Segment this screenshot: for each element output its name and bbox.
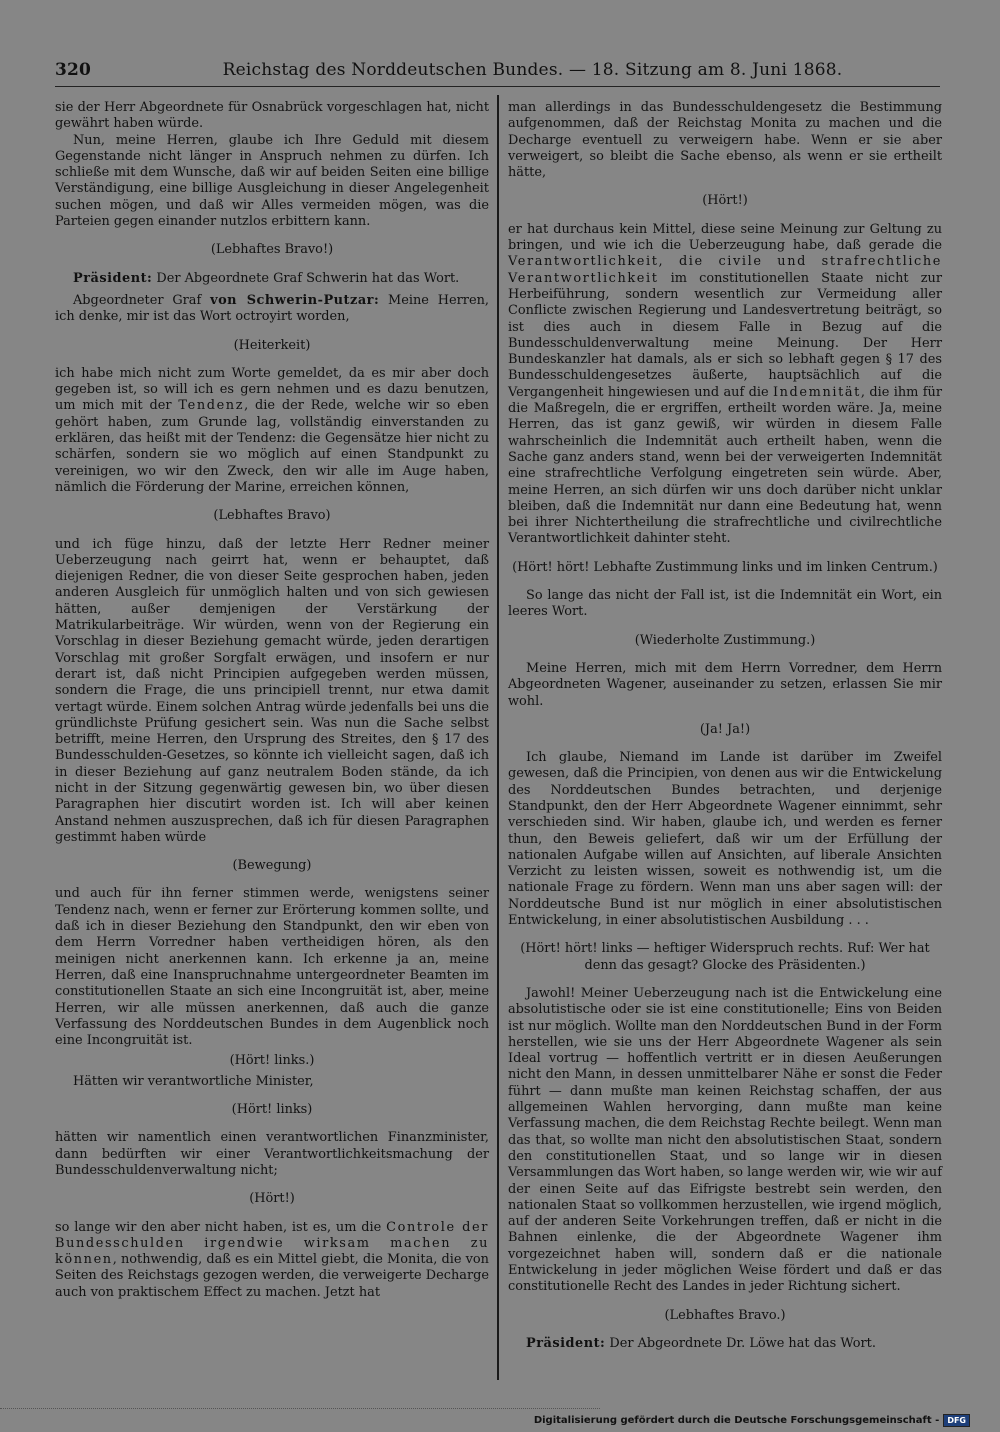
interjection: (Hört!) [702, 193, 748, 209]
paragraph: man allerdings in das Bundesschuldengesetz die Bestimmung aufgenommen, daß der Reichstag Monita zu machen und die Decharge eventuell zu verweigern habe. Wenn er sie aber verweigert, so bleibt die Sache ebenso, als wenn er sie ertheilt hätte, [508, 100, 942, 181]
paragraph: sie der Herr Abgeordnete für Osnabrück vorgeschlagen hat, nicht gewährt haben würde. [55, 100, 489, 132]
left-column [55, 100, 489, 1301]
speaker-paragraph [508, 1336, 942, 1352]
speaker-name: von Schwerin-Putzar: [210, 292, 380, 308]
text-run: , nothwendig, daß es ein Mittel giebt, die Monita, die von Seiten des Reichstags gezogen werden, die verweigerte Decharge auch von praktischem Effect zu machen. Jetzt hat [55, 1252, 489, 1300]
speaker-paragraph [55, 293, 489, 326]
page-number: 320 [55, 60, 92, 80]
interjection: (Bewegung) [232, 858, 312, 874]
paragraph [508, 222, 942, 548]
header-rule [55, 86, 940, 87]
interjection: (Hört!) [249, 1191, 295, 1207]
right-column [508, 100, 942, 1352]
speaker-name: Präsident: [73, 270, 153, 286]
paragraph [55, 1220, 489, 1301]
paragraph [55, 366, 489, 496]
paragraph: So lange das nicht der Fall ist, ist die Indemnität ein Wort, ein leeres Wort. [508, 588, 942, 620]
paragraph: Ich glaube, Niemand im Lande ist darüber im Zweifel gewesen, daß die Principien, von denen aus wir die Entwickelung des Norddeutschen Bundes betrachten, und derjenige Standpunkt, den der Herr Abgeordnete Wagener einnimmt, sehr verschieden sind. Wir haben, glaube ich, und werden es ferner thun, den Beweis geliefert, daß wir um der Erfüllung der nationalen Aufgabe willen auf Ansichten, auf liberale Ansichten Verzicht zu leisten wissen, soweit es nothwendig ist, um die nationale Frage zu fördern. Wenn man uns aber sagen will: der Norddeutsche Bund ist nur möglich in einer absolutistischen Entwickelung, in einer absolutistischen Ausbildung . . . [508, 750, 942, 929]
speaker-title: Abgeordneter Graf [73, 292, 211, 308]
page-header [55, 60, 940, 86]
paragraph: Nun, meine Herren, glaube ich Ihre Geduld mit diesem Gegenstande nicht länger in Anspruch nehmen zu dürfen. Ich schließe mit dem Wunsche, daß wir auf beiden Seiten eine billige Verständigung, eine billige Ausgleichung in dieser Angelegenheit suchen mögen, und daß wir Alles vermeiden mögen, was die Parteien gegen einander nutzlos erbittern kann. [55, 132, 489, 230]
running-title: Reichstag des Norddeutschen Bundes. — 18. Sitzung am 8. Juni 1868. [222, 60, 843, 80]
interjection: (Hört! hört! Lebhafte Zustimmung links und im linken Centrum.) [512, 559, 938, 575]
interjection: (Lebhaftes Bravo!) [210, 242, 334, 258]
paragraph: und auch für ihn ferner stimmen werde, wenigstens seiner Tendenz nach, wenn er ferner zur Erörterung kommen sollte, und daß ich in dieser Beziehung den Standpunkt, den wir eben von dem Herrn Vorredner haben vertheidigen hören, als den meinigen nicht anerkennen kann. Ich erkenne ja an, meine Herren, daß eine Inanspruchnahme untergeordneter Beamten im constitutionellen Staate an sich eine Incongruität ist, aber, meine Herren, wir alle müssen anerkennen, daß auch die ganze Verfassung des Norddeutschen Bundes in dem Augenblick noch eine Incongruität ist. [55, 886, 489, 1049]
emphasized-text: Tendenz [178, 398, 245, 414]
column-divider [497, 95, 499, 1380]
paragraph: hätten wir namentlich einen verantwortlichen Finanzminister, dann bedürften wir einer Verantwortlichkeitsmachung der Bundesschuldenverwaltung nicht; [55, 1130, 489, 1178]
emphasized-text: Controle der Bundesschulden irgendwie wirksam machen zu können [55, 1219, 489, 1268]
paragraph: Hätten wir verantwortliche Minister, [73, 1073, 314, 1089]
speech-text: Meine Herren, ich denke, mir ist das Wort octroyirt worden, [55, 292, 489, 325]
text-run: so lange wir den aber nicht haben, ist es, um die [55, 1219, 387, 1235]
interjection: (Hört! hört! links — heftiger Widerspruch rechts. Ruf: Wer hat denn das gesagt? Glocke des Präsidenten.) [520, 941, 930, 973]
scan-edge-line [0, 1408, 600, 1410]
speech-text: Der Abgeordnete Dr. Löwe hat das Wort. [605, 1335, 876, 1351]
interjection: (Hört! links) [231, 1102, 313, 1118]
emphasized-text: Indemnität [772, 384, 861, 400]
paragraph: Meine Herren, mich mit dem Herrn Vorredner, dem Herrn Abgeordneten Wagener, auseinander zu setzen, erlassen Sie mir wohl. [508, 660, 942, 709]
interjection: (Wiederholte Zustimmung.) [634, 632, 816, 648]
text-run: , die der Rede, welche wir so eben gehört haben, zum Grunde lag, vollständig einverstanden zu erklären, das heißt mit der Tendenz: die Gegensätze hier nicht zu schärfen, sondern sie wo möglich auf einen Standpunkt zu vereinigen, wo wir den Zweck, den wir alle im Auge haben, nämlich die Förderung der Marine, erreichen können, [55, 398, 489, 495]
text-run: im constitutionellen Staate nicht zur Herbeiführung, sondern wesentlich zur Vermeidung aller Conflicte zwischen Regierung und Landesvertretung beiträgt, so ist dies auch in diesem Falle in Bezug auf die Bundesschuldenverwaltung meine Meinung. Der Herr Bundeskanzler hat damals, als er sich so lebhaft gegen § 17 des Bundesschuldengesetzes äußerte, hauptsächlich auf die Vergangenheit hingewiesen und auf die [508, 270, 942, 400]
interjection: (Heiterkeit) [233, 337, 311, 353]
paragraph: Jawohl! Meiner Ueberzeugung nach ist die Entwickelung eine absolutistische oder sie ist eine constitutionelle; Eins von Beiden ist nur möglich. Wollte man den Norddeutschen Bund in der Form herstellen, wie sie uns der Herr Abgeordnete Wagener als sein Ideal vortrug — hoffentlich vertritt er in diesen Aeußerungen nicht den Mann, in dessen unmittelbarer Nähe er sonst die Feder führt — dann mußte man keinen Reichstag schaffen, der aus allgemeinen Wahlen hervorging, dann mußte man keine Verfassung machen, die dem Reichstag Rechte beilegt. Wenn man das that, so wollte man nicht den absolutistischen Staat, sondern den constitutionellen Staat, und so lange wir in diesen Versammlungen das Wort haben, so lange werden wir, wie wir auf der einen Seite auf das Eifrigste bestrebt sein werden, den nationalen Staat so vollkommen herzustellen, wie irgend möglich, auf der anderen Seite Vorkehrungen treffen, daß er nicht in die Bahnen einlenke, die der Abgeordnete Wagener ihm vorgezeichnet haben will, sondern daß er die nationale Entwickelung in jeder möglichen Weise fördert und daß er das constitutionelle Recht des Landes in jeder Richtung sichert. [508, 985, 942, 1295]
text-run: ich habe mich nicht zum Worte gemeldet, da es mir aber doch gegeben ist, so will ich es gern nehmen und es dazu benutzen, um mich mit der [55, 365, 489, 414]
speaker-paragraph [55, 271, 489, 287]
interjection: (Hört! links.) [229, 1053, 315, 1069]
speech-text: Der Abgeordnete Graf Schwerin hat das Wort. [152, 270, 460, 286]
speaker-name: Präsident: [526, 1335, 606, 1351]
interjection: (Lebhaftes Bravo.) [664, 1307, 786, 1323]
emphasized-text: Verantwortlichkeit, die civile und strafrechtliche Verantwortlichkeit [508, 254, 942, 286]
text-run: er hat durchaus kein Mittel, diese seine Meinung zur Geltung zu bringen, und wie ich die Ueberzeugung habe, daß gerade die [508, 221, 942, 254]
footer-text: Digitalisierung gefördert durch die Deutsche Forschungsgemeinschaft - [533, 1414, 940, 1426]
dfg-logo: DFG [943, 1414, 970, 1427]
interjection: (Lebhaftes Bravo) [213, 508, 331, 524]
interjection: (Ja! Ja!) [699, 721, 751, 737]
paragraph: und ich füge hinzu, daß der letzte Herr Redner meiner Ueberzeugung nach geirrt hat, wenn er behauptet, daß diejenigen Redner, die von dieser Seite gesprochen haben, jeden anderen Ausgleich für unmöglich halten und von sich gewiesen hätten, außer demjenigen der Verstärkung der Matrikularbeiträge. Wir würden, wenn von der Regierung ein Vorschlag in dieser Beziehung gemacht würde, jeden derartigen Vorschlag mit großer Sorgfalt erwägen, und insofern er nur derart ist, daß nicht Principien aufgegeben werden müssen, sondern die Frage, die uns principiell trennt, nur etwa damit vertagt würde. Einem solchen Antrag würde jedenfalls bei uns die gründlichste Prüfung gesichert sein. Was nun die Sache selbst betrifft, meine Herren, den Ursprung des Streites, den § 17 des Bundesschulden-Gesetzes, so könnte ich vielleicht sagen, daß ich in dieser Beziehung auf ganz neutralem Boden stände, da ich nicht in der Sitzung gegenwärtig gewesen bin, wo über diesen Paragraphen hier discutirt worden ist. Ich will aber keinen Anstand nehmen auszusprechen, daß ich für diesen Paragraphen gestimmt haben würde [55, 536, 489, 845]
footer-credit [534, 1413, 970, 1427]
text-run: , die ihm für die Maßregeln, die er ergriffen, ertheilt worden wäre. Ja, meine Herren, das ist ganz gewiß, wir würden in diesem Falle wahrscheinlich die Indemnität auch ertheilt haben, wenn die Sache ganz anders stand, wenn bei der verweigerten Indemnität eine strafrechtliche Verfolgung eingetreten sein würde. Aber, meine Herren, an sich dürfen wir uns doch darüber nicht unklar bleiben, daß die Indemnität nur dann eine Bedeutung hat, wenn bei ihrer Nichtertheilung die strafrechtliche und civilrechtliche Verantwortlichkeit dahinter steht. [508, 384, 942, 547]
